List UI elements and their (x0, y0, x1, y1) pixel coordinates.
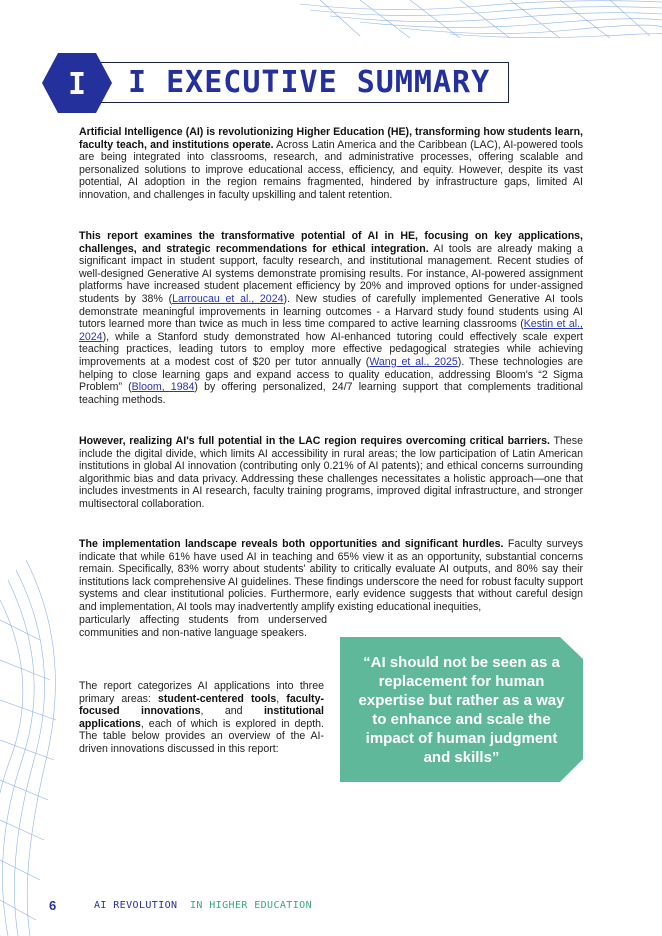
page-number: 6 (49, 898, 57, 913)
footer-title-part1: AI REVOLUTION (94, 900, 178, 911)
paragraph-body: These include the digital divide, which limits AI accessibility in rural areas; the low participation of Latin American institutions in global AI innovation (contributing only 0.21% of AI patents); and ethical concerns surrounding algorithmic bias and data privacy. Addressing these challenges necessitates a holistic approach—one that includes investments in AI research, faculty training programs, improved digital infrastructure, and stronger multisectoral collaboration. (79, 435, 583, 510)
paragraph-lead: This report examines the transformative potential of AI in HE, focusing on key applications, challenges, and strategic recommendations for ethical integration. (79, 230, 583, 255)
section-hexagon-badge (40, 51, 114, 115)
paragraph-implementation (79, 538, 583, 614)
paragraph-lead: Artificial Intelligence (AI) is revolutionizing Higher Education (HE), transforming how students learn, faculty teach, and institutions operate. (79, 126, 583, 151)
page-title: I EXECUTIVE SUMMARY (128, 65, 491, 100)
pull-quote-text: “AI should not be seen as a replacement for human expertise but rather as a way to enhance and scale the impact of human judgment and skills” (358, 654, 565, 766)
paragraph-text: , and (200, 705, 264, 718)
citation-link-bloom[interactable]: Bloom, 1984 (131, 381, 195, 394)
citation-link-kestin[interactable]: Kestin et al., 2024 (79, 318, 583, 343)
paragraph-intro (79, 126, 583, 202)
paragraph-text: ). These technologies are helping to close learning gaps and expand access to quality education, addressing Bloom's “2 Sigma Problem” ( (79, 355, 583, 394)
paragraph-lead: However, realizing AI's full potential in the LAC region requires overcoming critical barriers. (79, 435, 550, 447)
category-faculty-focused: faculty-focused innovations (79, 692, 324, 718)
paragraph-body: Faculty surveys indicate that while 61% have used AI in teaching and 65% view it as an opportunity, substantial concerns remain. Specifically, 83% worry about students' ability to critically evaluate AI outputs, and 80% say their institutions lack comprehensive AI guidelines. These findings underscore the need for robust faculty support systems and clear institutional policies. Furthermore, early evidence suggests that without careful design and implementation, AI tools may inadvertently amplify existing educational inequities, (79, 538, 583, 613)
paragraph-text: , (276, 692, 287, 705)
citation-link-larroucau[interactable]: Larroucau et al., 2024 (172, 292, 284, 305)
category-student-centered: student-centered tools (157, 692, 277, 705)
category-institutional: institutional applications (79, 705, 324, 730)
wave-pattern-top (300, 0, 662, 40)
paragraph-body: Across Latin America and the Caribbean (LAC), AI-powered tools are being integrated into classrooms, research, and administrative processes, offering scalable and personalized solutions to improve educational access, efficiency, and equity. However, despite its vast potential, AI adoption in the region remains fragmented, hindered by infrastructure gaps, limited AI innovation, and challenges in faculty upskilling and talent retention. (79, 138, 583, 201)
paragraph-lead: The implementation landscape reveals both opportunities and significant hurdles. (79, 538, 504, 550)
paragraph-text: , each of which is explored in depth. The table below provides an overview of the AI-driven innovations discussed in this report: (79, 717, 324, 755)
footer-title-part2: IN HIGHER EDUCATION (190, 900, 312, 911)
paragraph-barriers (79, 435, 583, 511)
citation-link-wang[interactable]: Wang et al., 2025 (369, 355, 458, 368)
paragraph-report-scope (79, 230, 583, 406)
pull-quote-box (340, 637, 583, 782)
paragraph-text: ), while a Stanford study demonstrated how AI-enhanced tutoring could effectively scale expert teaching practices, leading tutors to employ more effective pedagogical strategies while achieving improvements at a modest cost of $20 per tutor annually ( (79, 330, 583, 368)
section-numeral: I (67, 67, 87, 102)
paragraph-text: ) by offering personalized, 24/7 learning support that complements traditional teaching methods. (79, 381, 583, 406)
paragraph-categories (79, 680, 324, 756)
paragraph-body: particularly affecting students from underserved communities and non-native language speakers. (79, 614, 327, 639)
wave-pattern-left (0, 560, 80, 936)
paragraph-text: The report categorizes AI applications into three primary areas: (79, 680, 324, 705)
paragraph-text: AI tools are already making a significant impact in student support, faculty research, and institutional management. Recent studies of well-designed Generative AI systems demonstrate promising results. For instance, AI-powered assignment platforms have increased student placement efficiency by 20% and improved options for under-assigned students by 38% ( (79, 242, 583, 305)
paragraph-implementation-continued (79, 614, 327, 639)
paragraph-text: ). New studies of carefully implemented Generative AI tools demonstrate meaningful improvements in learning outcomes - a Harvard study found students using AI tutors learned more than twice as much in less time compared to active learning classrooms ( (79, 292, 583, 331)
